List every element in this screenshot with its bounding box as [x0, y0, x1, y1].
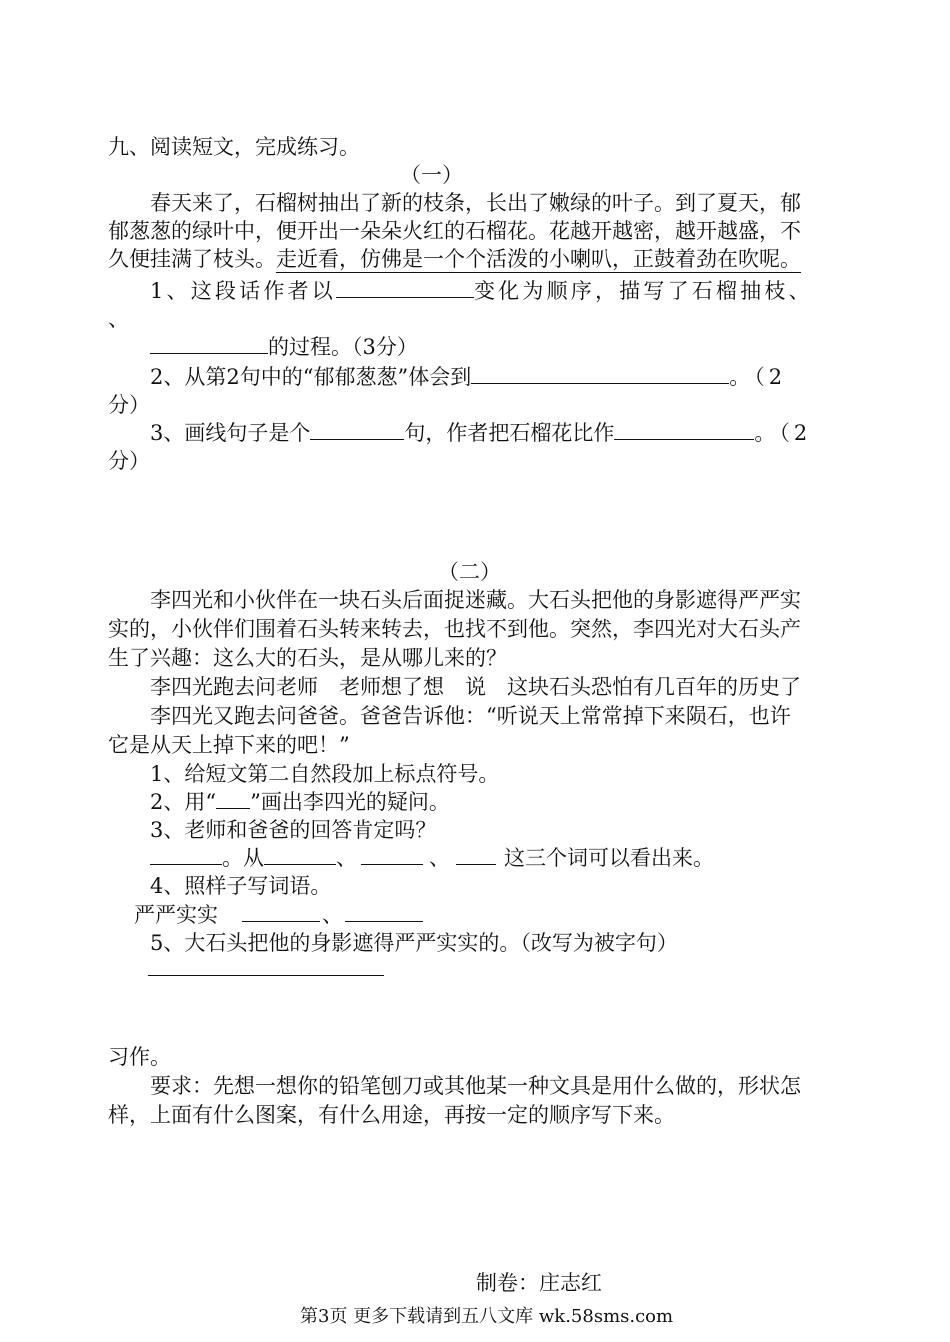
question-one-3	[150, 418, 811, 448]
q2-4-blank-1[interactable]	[242, 901, 320, 922]
q2-text-b: 。（2	[729, 365, 787, 389]
q3-text-b: 句，作者把石榴花比作	[404, 421, 615, 445]
section-heading: 九、阅读短文，完成练习。	[108, 135, 360, 159]
part-one-label: （一）	[400, 163, 463, 187]
composition-req-line-2: 样，上面有什么图案，有什么用途，再按一定的顺序写下来。	[108, 1103, 675, 1127]
q2-3-blank-3[interactable]	[361, 844, 423, 865]
composition-heading: 习作。	[108, 1045, 171, 1069]
passage-two-line-6: 它是从天上掉下来的吧！”	[108, 733, 350, 757]
part-two-label: （二）	[438, 560, 501, 584]
q3-blank-2[interactable]	[614, 419, 754, 440]
passage-two-line-5: 李四光又跑去问爸爸。爸爸告诉他：“听说天上常常掉下来陨石，也许	[150, 704, 791, 728]
q2-5-answer-line[interactable]	[148, 975, 384, 976]
question-two-1: 1、给短文第二自然段加上标点符号。	[150, 762, 500, 786]
underlined-sentence: 走近看，仿佛是一个个活泼的小喇叭，正鼓着劲在吹呢。	[276, 247, 801, 271]
q3-blank-1[interactable]	[310, 419, 404, 440]
question-one-1-cont: 、	[108, 307, 129, 331]
q2-2-underline-sample	[216, 788, 250, 809]
q2-3-blank-2[interactable]	[264, 844, 336, 865]
passage-two-line-3: 生了兴趣：这么大的石头，是从哪儿来的？	[108, 646, 507, 670]
q2-3-blank-4[interactable]	[456, 844, 496, 865]
passage-two-line-2: 实的，小伙伴们围着石头转来转去，也找不到他。突然，李四光对大石头产	[108, 617, 801, 641]
passage-one-line-3	[108, 244, 801, 274]
question-two-4: 4、照样子写词语。	[150, 874, 332, 898]
question-one-3-cont: 分）	[108, 449, 150, 473]
q2-2-text-a: 2、用“	[150, 790, 217, 814]
q1-blank-2[interactable]	[150, 333, 268, 354]
q2-3-text-b: 、	[336, 846, 357, 870]
q1-text-b: 变化为顺序，描写了石榴抽枝、	[473, 279, 813, 303]
q2-blank[interactable]	[471, 363, 729, 384]
q3-text-c: 。（2	[754, 421, 812, 445]
question-one-1	[150, 276, 813, 306]
passage-two-line-1: 李四光和小伙伴在一块石头后面捉迷藏。大石头把他的身影遮得严严实	[150, 588, 801, 612]
q2-3-text-d: 这三个词可以看出来。	[504, 846, 714, 870]
q2-4-sep: 、	[322, 903, 343, 927]
q2-3-text-a: 。从	[222, 846, 264, 870]
author-credit: 制卷：庄志红	[476, 1271, 602, 1295]
q1-text-d: 的过程。（3分）	[268, 335, 418, 359]
question-two-3-fill	[150, 843, 714, 873]
q2-4-example: 严严实实	[134, 903, 218, 927]
question-one-2-cont: 分）	[108, 393, 150, 417]
passage-one-line-2: 郁葱葱的绿叶中，便开出一朵朵火红的石榴花。花越开越密，越开越盛，不	[108, 219, 801, 243]
question-one-2	[150, 362, 786, 392]
q2-2-text-b: ”画出李四光的疑问。	[250, 790, 450, 814]
q2-3-text-c: 、	[429, 846, 450, 870]
passage-one-line-3-plain: 久便挂满了枝头。	[108, 247, 276, 271]
q2-3-blank-1[interactable]	[150, 844, 222, 865]
composition-req-line-1: 要求：先想一想你的铅笔刨刀或其他某一种文具是用什么做的，形状怎	[150, 1074, 801, 1098]
q2-text-a: 2、从第2句中的“郁郁葱葱”体会到	[150, 365, 472, 389]
q2-4-blank-2[interactable]	[345, 901, 423, 922]
passage-one-line-1: 春天来了，石榴树抽出了新的枝条，长出了嫩绿的叶子。到了夏天，郁	[150, 191, 801, 215]
page-footer: 第3页 更多下载请到五八文库 wk.58sms.com	[300, 1306, 674, 1327]
question-two-3: 3、老师和爸爸的回答肯定吗？	[150, 818, 437, 842]
question-two-4-example	[134, 900, 423, 930]
q1-blank-1[interactable]	[336, 277, 474, 298]
question-one-1-end	[150, 332, 418, 362]
q1-text-a: 1、这段话作者以	[150, 279, 336, 303]
q3-text-a: 3、画线句子是个	[150, 421, 311, 445]
passage-two-line-4: 李四光跑去问老师 老师想了想 说 这块石头恐怕有几百年的历史了	[150, 675, 801, 699]
question-two-5: 5、大石头把他的身影遮得严严实实的。（改写为被字句）	[150, 931, 678, 955]
question-two-2	[150, 787, 450, 817]
